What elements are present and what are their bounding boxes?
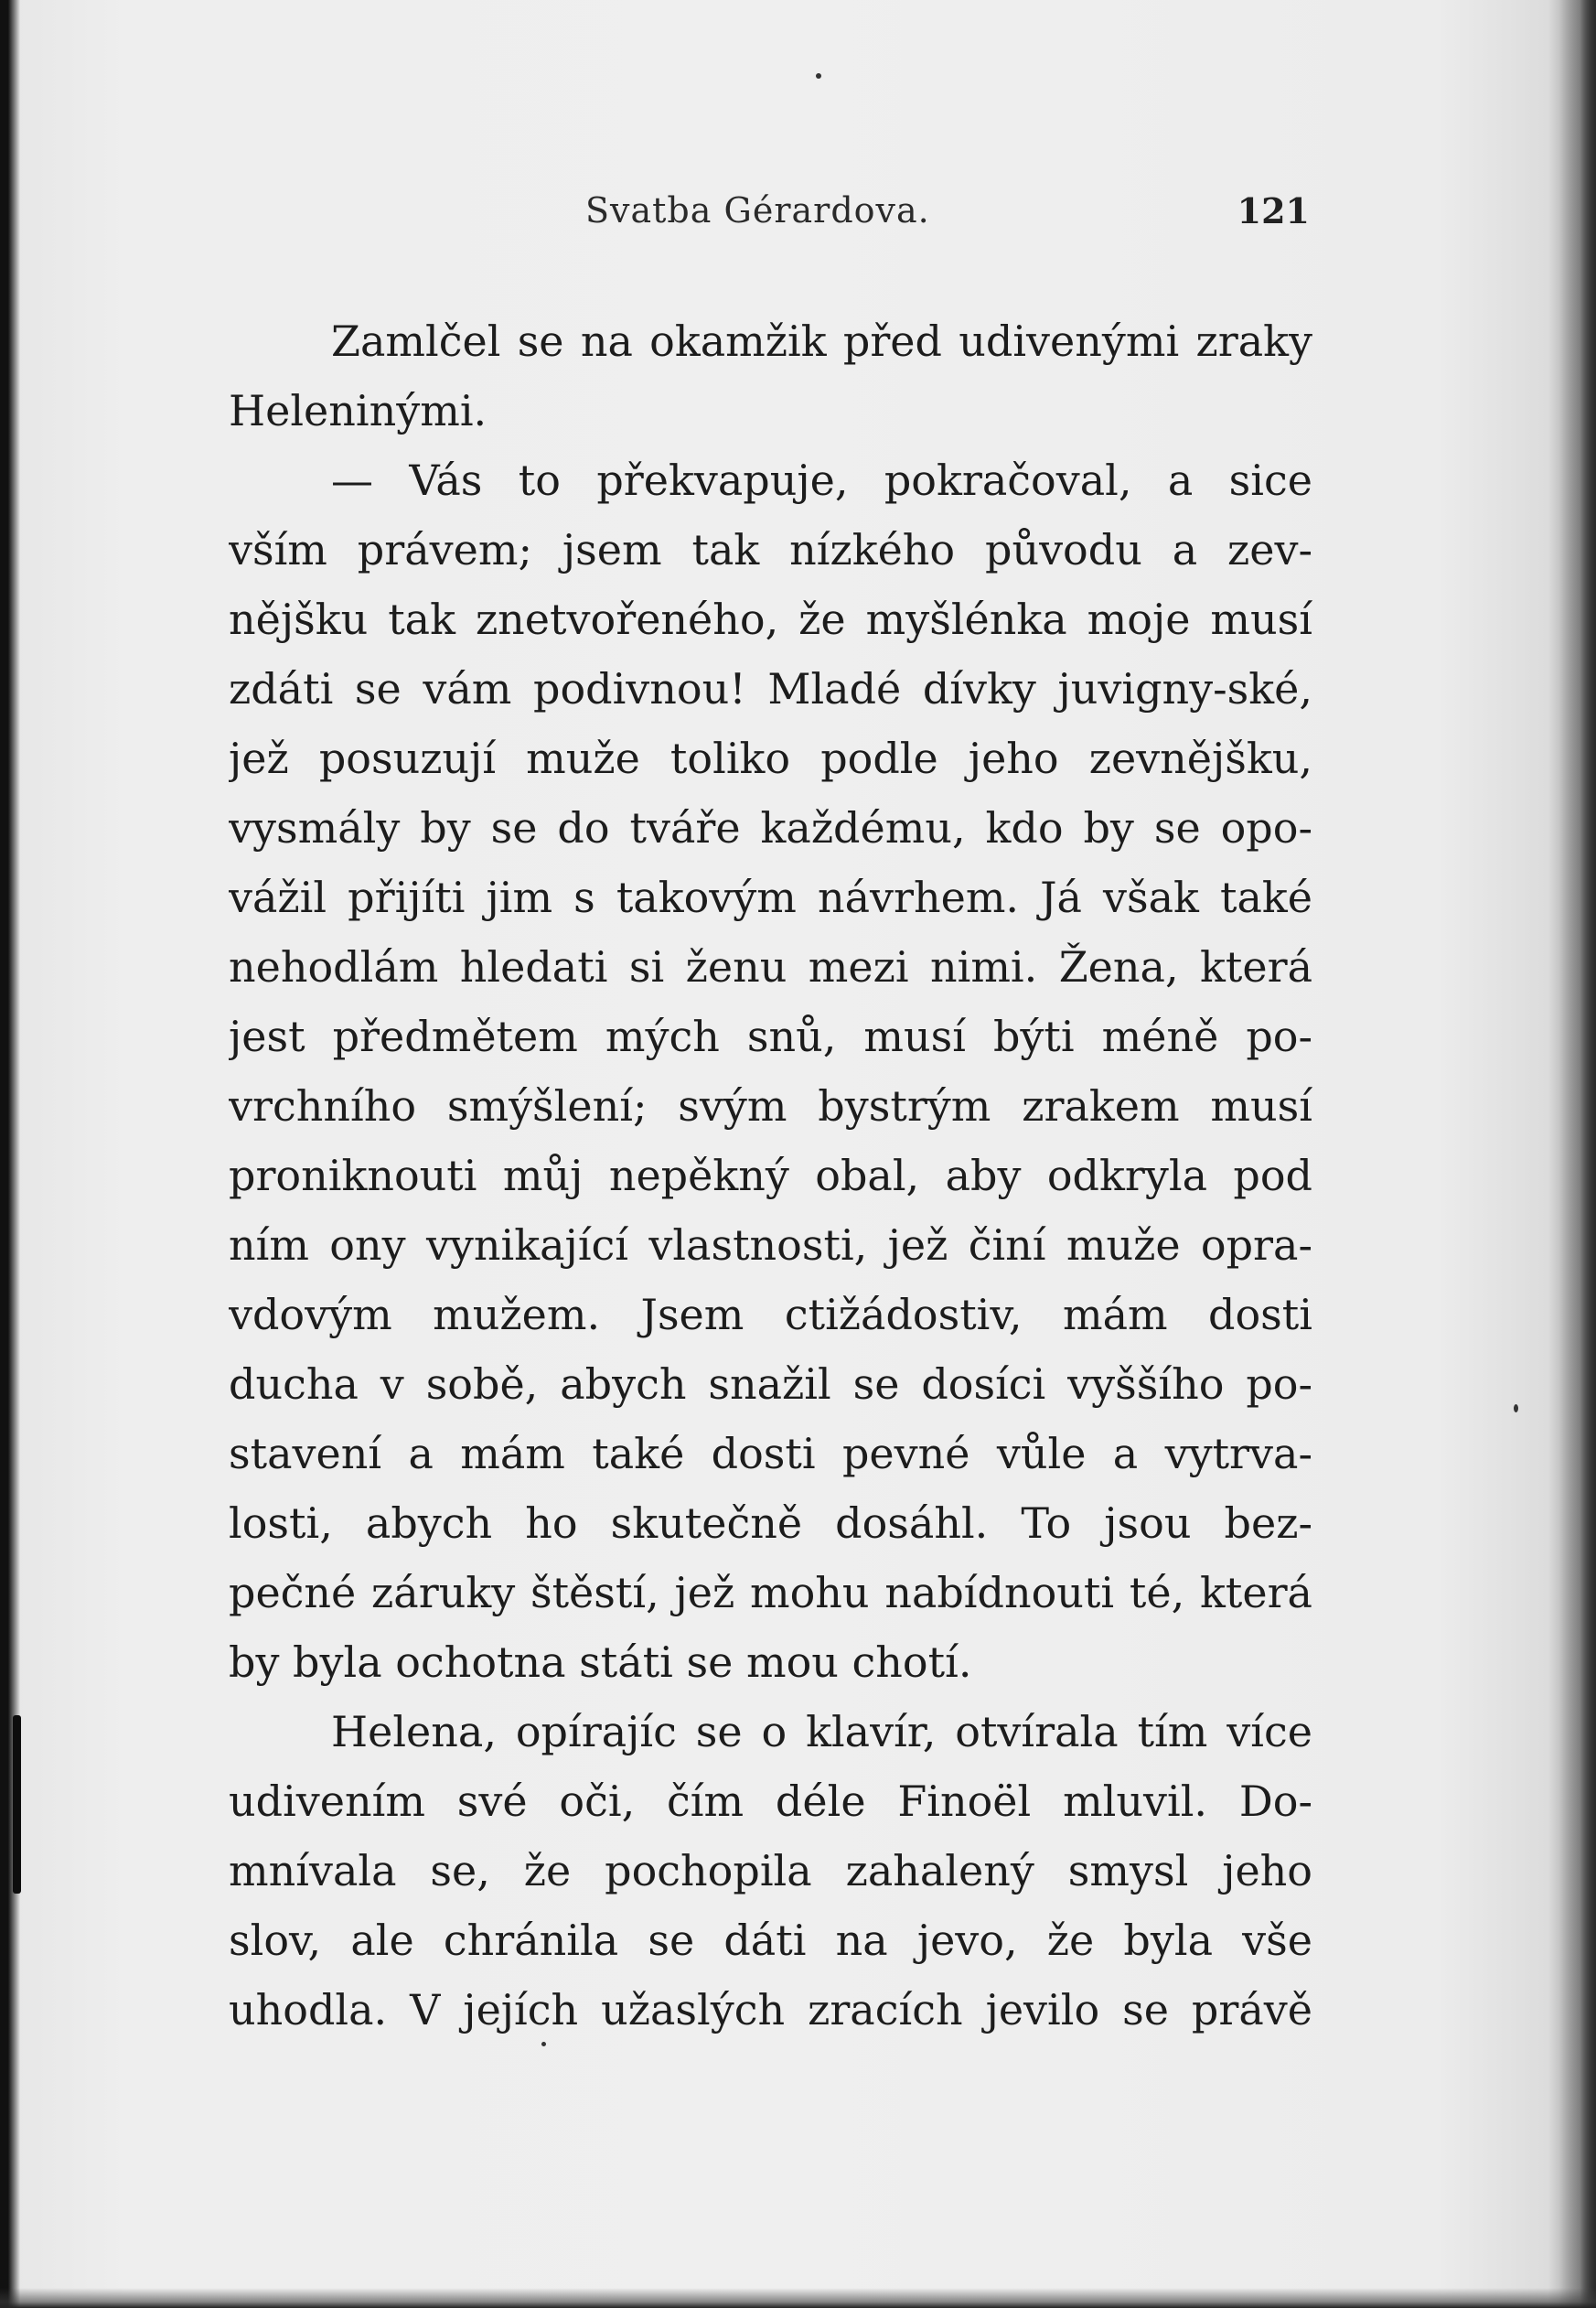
text-line: zdáti se vám podivnou! Mladé dívky juvigny-ské, [229,664,1312,714]
text-line: vším právem; jsem tak nízkého původu a zev- [229,525,1312,574]
page-number: 121 [1237,190,1310,231]
binding-mark [13,1715,21,1894]
text-line: stavení a mám také dosti pevné vůle a vytrva- [229,1429,1312,1478]
text-line: — Vás to překvapuje, pokračoval, a sice [331,456,1312,505]
text-line: Zamlčel se na okamžik před udivenými zraky [331,317,1312,366]
text-line: nějšku tak znetvořeného, že myšlénka moje musí [229,595,1312,644]
text-line: Heleninými. [229,386,487,435]
text-line: udivením své oči, čím déle Finoël mluvil. Do- [229,1777,1312,1826]
text-line: vrchního smýšlení; svým bystrým zrakem musí [229,1081,1312,1131]
text-line: jež posuzují muže toliko podle jeho zevnějšku, [229,734,1312,783]
page-left-edge [0,0,20,2308]
text-line: jest předmětem mých snů, musí býti méně po- [229,1012,1312,1061]
paper-speck [816,73,821,79]
text-line: ducha v sobě, abych snažil se dosíci vyššího po- [229,1359,1312,1409]
text-line: nehodlám hledati si ženu mezi nimi. Žena, která [229,942,1312,992]
text-line: by byla ochotna státi se mou chotí. [229,1637,972,1687]
text-line: vysmály by se do tváře každému, kdo by se opo- [229,803,1312,853]
text-line: losti, abych ho skutečně dosáhl. To jsou bez- [229,1498,1312,1548]
text-line: pečné záruky štěstí, jež mohu nabídnouti té, která [229,1568,1312,1617]
page-bottom-edge [0,2288,1596,2308]
text-line: proniknouti můj nepěkný obal, aby odkryla pod [229,1151,1312,1200]
text-line: ním ony vynikající vlastnosti, jež činí muže opra- [229,1220,1312,1270]
text-line: slov, ale chránila se dáti na jevo, že byla vše [229,1916,1312,1965]
page-right-edge [1559,0,1596,2308]
text-line: uhodla. V jejích užaslých zracích jevilo se právě [229,1985,1312,2034]
body-text [229,306,1312,2045]
paper-speck [1514,1404,1518,1412]
running-title: Svatba Gérardova. [585,190,930,231]
text-line: mnívala se, že pochopila zahalený smysl jeho [229,1846,1312,1895]
text-line: Helena, opírajíc se o klavír, otvírala tím více [331,1707,1312,1756]
running-header [229,190,1317,245]
text-line: vdovým mužem. Jsem ctižádostiv, mám dosti [229,1290,1312,1339]
text-line: vážil přijíti jim s takovým návrhem. Já však také [229,873,1312,922]
